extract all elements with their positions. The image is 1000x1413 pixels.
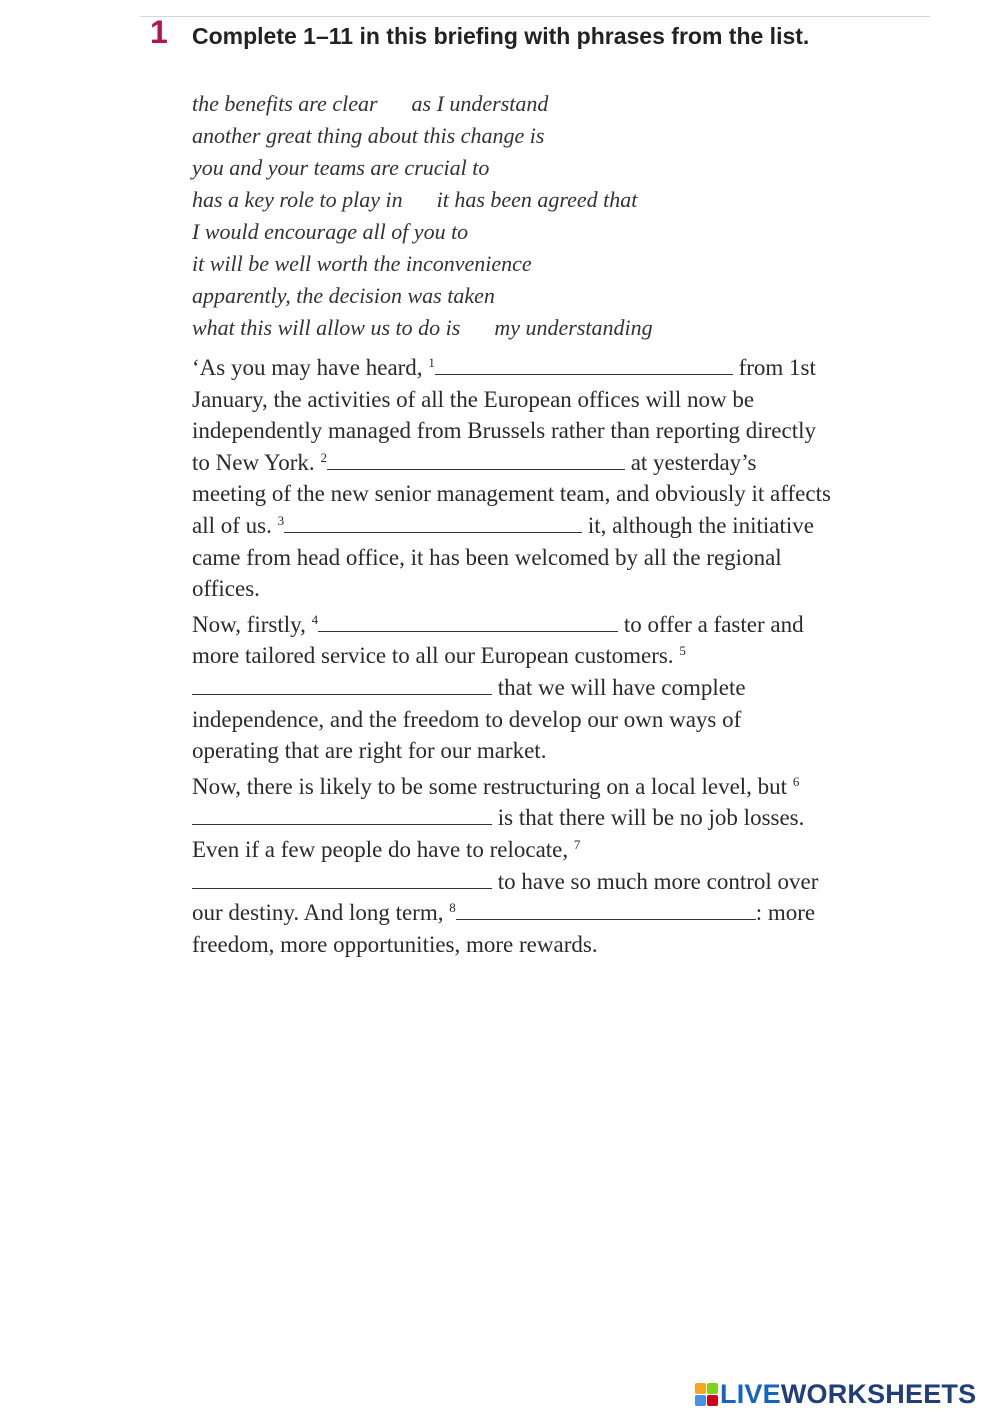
phrase-list xyxy=(192,88,812,344)
phrase-item: you and your teams are crucial to xyxy=(192,155,490,180)
answer-blank-6[interactable] xyxy=(192,806,492,825)
gap-number-5: 5 xyxy=(679,643,686,659)
logo-square xyxy=(707,1383,718,1394)
answer-blank-2[interactable] xyxy=(327,451,625,470)
phrase-item: another great thing about this change is xyxy=(192,123,545,148)
gap-number-6: 6 xyxy=(792,773,800,789)
phrase-line xyxy=(192,280,812,312)
logo-square xyxy=(695,1395,706,1406)
phrase-item: my understanding xyxy=(494,315,653,340)
text-run: Now, there is likely to be some restructuring on a local level, but xyxy=(192,773,793,799)
text-run: it, although the initiative came from head office, it has been welcomed by all the regional offices. xyxy=(192,512,814,602)
phrase-line xyxy=(192,88,812,120)
text-run: is that there will be no job losses. Even if a few people do have to relocate, xyxy=(192,805,805,862)
phrase-line xyxy=(192,312,812,344)
top-rule xyxy=(140,16,930,17)
phrase-line xyxy=(192,184,812,216)
phrase-line xyxy=(192,248,812,280)
phrase-line xyxy=(192,152,812,184)
text-run: from 1st January, the activities of all the European offices will now be independently managed from Brussels rather than reporting directly to New York. xyxy=(192,355,816,475)
logo-text-worksheets: WORKSHEETS xyxy=(780,1378,977,1409)
liveworksheets-logo xyxy=(695,1377,976,1411)
gap-number-2: 2 xyxy=(320,449,327,465)
phrase-item: what this will allow us to do is xyxy=(192,315,461,340)
phrase-item: as I understand xyxy=(411,91,549,116)
answer-blank-3[interactable] xyxy=(284,514,582,533)
phrase-item: it has been agreed that xyxy=(436,187,638,212)
answer-blank-1[interactable] xyxy=(435,356,733,375)
phrase-line xyxy=(192,120,812,152)
phrase-item: has a key role to play in xyxy=(192,187,403,212)
text-run: to have so much more control over our destiny. And long term, xyxy=(192,868,819,926)
exercise-number: 1 xyxy=(150,14,168,50)
logo-text-live: LIVE xyxy=(720,1378,781,1409)
answer-blank-5[interactable] xyxy=(192,676,492,695)
gap-number-8: 8 xyxy=(449,900,456,916)
answer-blank-4[interactable] xyxy=(318,613,618,632)
instruction-text: Complete 1–11 in this briefing with phrases from the list. xyxy=(192,23,810,49)
text-run: that we will have complete independence, and the freedom to develop our own ways of operating that are right for our market. xyxy=(192,674,746,764)
phrase-item: I would encourage all of you to xyxy=(192,219,469,244)
answer-blank-8[interactable] xyxy=(456,901,756,920)
text-run: at yesterday’s meeting of the new senior management team, and obviously it affects all of us. xyxy=(192,449,831,538)
briefing-paragraph-2 xyxy=(192,609,832,767)
phrase-line xyxy=(192,216,812,248)
text-run: ‘As you may have heard, xyxy=(192,355,429,380)
logo-text xyxy=(720,1379,976,1410)
briefing-text xyxy=(192,352,832,964)
answer-blank-7[interactable] xyxy=(192,870,492,889)
briefing-paragraph-3 xyxy=(192,771,832,961)
text-run: to offer a faster and more tailored service to all our European customers. xyxy=(192,611,804,669)
phrase-item: apparently, the decision was taken xyxy=(192,283,495,308)
gap-number-1: 1 xyxy=(428,355,435,370)
text-run: Now, firstly, xyxy=(192,611,312,637)
briefing-paragraph-1 xyxy=(192,352,832,605)
phrase-item: the benefits are clear xyxy=(192,91,378,116)
logo-square xyxy=(707,1395,718,1406)
gap-number-4: 4 xyxy=(311,611,319,627)
text-run: : more freedom, more opportunities, more rewards. xyxy=(192,900,816,957)
phrase-item: it will be well worth the inconvenience xyxy=(192,251,532,276)
exercise-instruction xyxy=(192,20,812,52)
gap-number-7: 7 xyxy=(573,836,581,852)
logo-square xyxy=(695,1383,706,1394)
gap-number-3: 3 xyxy=(277,512,285,528)
liveworksheets-logo-icon xyxy=(695,1383,718,1406)
